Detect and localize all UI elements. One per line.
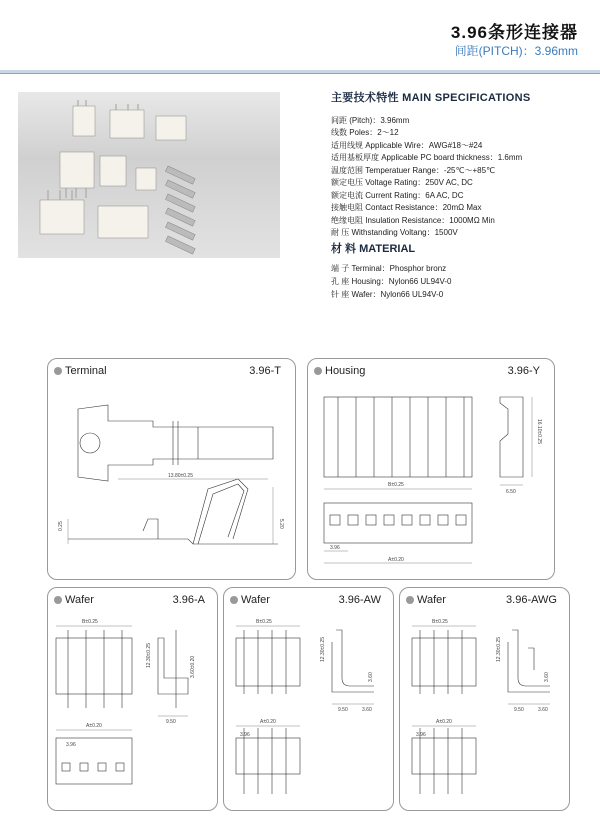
dim-label: 3.60 bbox=[368, 672, 374, 682]
product-photo bbox=[18, 92, 280, 258]
dim-label: B±0.25 bbox=[256, 619, 272, 625]
dim-label: 3.60±0.20 bbox=[190, 655, 196, 678]
dim-label: B±0.25 bbox=[432, 619, 448, 625]
dim-label: 3.60 bbox=[362, 707, 372, 713]
spec-line: 额定电压 Voltage Rating：250V AC, DC bbox=[331, 178, 473, 187]
material-line: 孔 座 Housing：Nylon66 UL94V-0 bbox=[331, 277, 452, 286]
material-line: 端 子 Terminal：Phosphor bronz bbox=[331, 264, 447, 273]
dim-label: 3.96 bbox=[66, 742, 76, 748]
wafer-awg-panel bbox=[399, 587, 570, 811]
spec-line: 接触电阻 Contact Resistance：20mΩ Max bbox=[331, 203, 482, 212]
dim-label: 3.96 bbox=[416, 732, 426, 738]
header-rule-line bbox=[0, 73, 600, 74]
material-heading: 材 料 MATERIAL bbox=[331, 243, 416, 255]
wafer-aw-title: Wafer bbox=[230, 594, 270, 606]
spec-line: 额定电流 Current Rating：6A AC, DC bbox=[331, 190, 464, 200]
dim-label: 12.30±0.25 bbox=[496, 637, 502, 662]
wafer-a-drawing bbox=[48, 608, 217, 808]
spec-line: 适用基板厚度 Applicable PC board thickness：1.6mm bbox=[331, 153, 523, 162]
material-line: 针 座 Wafer：Nylon66 UL94V-0 bbox=[331, 290, 444, 299]
wafer-aw-code: 3.96-AW bbox=[338, 594, 381, 606]
dim-label: B±0.25 bbox=[388, 482, 404, 488]
dim-label: A±0.20 bbox=[260, 719, 276, 725]
bullet-icon bbox=[54, 596, 62, 604]
wafer-awg-drawing bbox=[400, 608, 569, 808]
housing-title: Housing bbox=[314, 365, 365, 377]
terminal-panel bbox=[47, 358, 296, 580]
material-section bbox=[331, 243, 452, 301]
wafer-awg-code: 3.96-AWG bbox=[506, 594, 557, 606]
housing-drawing bbox=[308, 379, 554, 579]
specifications-section bbox=[331, 92, 591, 240]
dim-label: 13.80±0.25 bbox=[168, 473, 193, 479]
wafer-a-title: Wafer bbox=[54, 594, 94, 606]
dim-label: 3.96 bbox=[240, 732, 250, 738]
spec-line: 线数 Poles：2～12 bbox=[331, 128, 399, 137]
bullet-icon bbox=[230, 596, 238, 604]
page-title: 3.96条形连接器 bbox=[450, 23, 578, 42]
terminal-code: 3.96-T bbox=[249, 365, 281, 377]
dim-label: 9.50 bbox=[338, 707, 348, 713]
dim-label: 3.60 bbox=[544, 672, 550, 682]
dim-label: 3.60 bbox=[538, 707, 548, 713]
terminal-drawing bbox=[48, 379, 295, 579]
dim-label: 0.25 bbox=[58, 521, 64, 531]
dim-label: 16.10±0.25 bbox=[536, 419, 542, 444]
page-subtitle: 间距(PITCH)：3.96mm bbox=[454, 44, 578, 58]
spec-line: 温度范围 Temperatuer Range：-25℃～+85℃ bbox=[331, 165, 496, 175]
dim-label: 5.20 bbox=[278, 519, 284, 529]
dim-label: 9.50 bbox=[514, 707, 524, 713]
spec-line: 间距 (Pitch)：3.96mm bbox=[331, 115, 410, 125]
spec-line: 耐 压 Withstanding Voltang：1500V bbox=[331, 228, 458, 237]
wafer-aw-drawing bbox=[224, 608, 393, 808]
dim-label: 3.96 bbox=[330, 545, 340, 551]
wafer-a-panel bbox=[47, 587, 218, 811]
dim-label: A±0.20 bbox=[436, 719, 452, 725]
dim-label: 6.50 bbox=[506, 489, 516, 495]
bullet-icon bbox=[54, 367, 62, 375]
dim-label: A±0.20 bbox=[86, 723, 102, 729]
dim-label: 9.50 bbox=[166, 719, 176, 725]
dim-label: 12.30±0.25 bbox=[146, 643, 152, 668]
spec-line: 绝缘电阻 Insulation Resistance：1000MΩ Min bbox=[331, 215, 495, 225]
wafer-a-code: 3.96-A bbox=[172, 594, 205, 606]
terminal-title: Terminal bbox=[54, 365, 107, 377]
specifications-heading: 主要技术特性 MAIN SPECIFICATIONS bbox=[331, 92, 531, 104]
wafer-awg-title: Wafer bbox=[406, 594, 446, 606]
bullet-icon bbox=[314, 367, 322, 375]
dim-label: 12.30±0.25 bbox=[320, 637, 326, 662]
wafer-aw-panel bbox=[223, 587, 394, 811]
bullet-icon bbox=[406, 596, 414, 604]
dim-label: A±0.20 bbox=[388, 557, 404, 563]
spec-line: 适用线规 Applicable Wire：AWG#18～#24 bbox=[331, 140, 483, 150]
housing-code: 3.96-Y bbox=[507, 365, 540, 377]
dim-label: B±0.25 bbox=[82, 619, 98, 625]
housing-panel bbox=[307, 358, 555, 580]
